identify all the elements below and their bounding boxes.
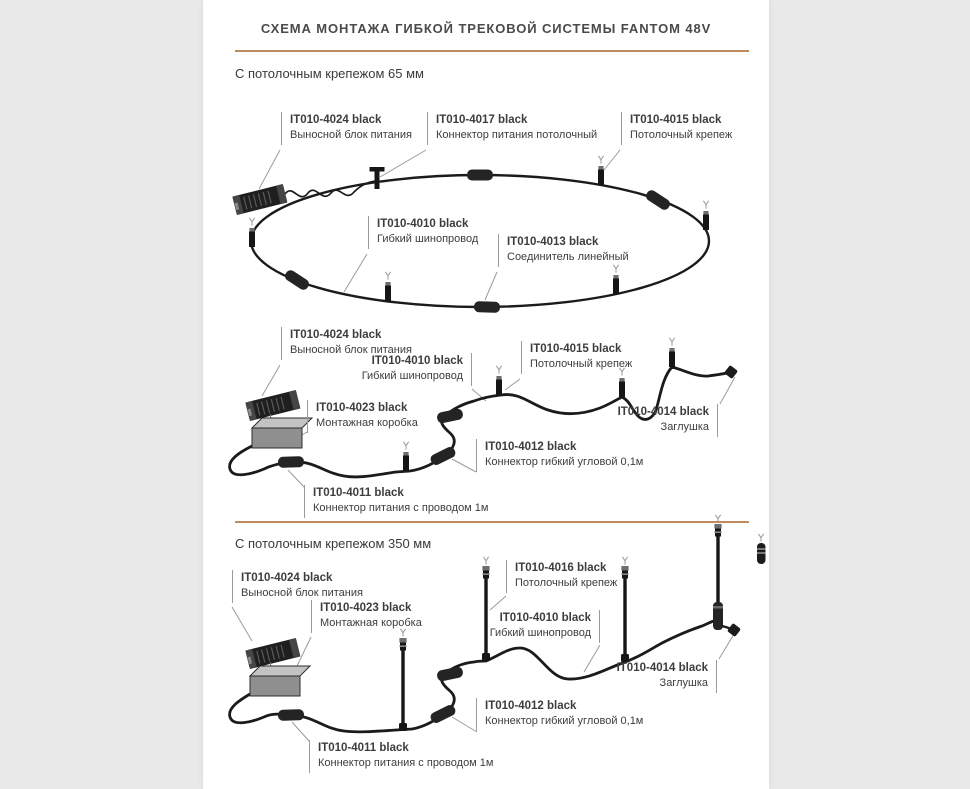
part-desc: Заглушка	[659, 677, 708, 690]
part-label-4011	[309, 740, 493, 773]
ceiling-mount-65-icon	[496, 366, 502, 395]
ceiling-mount-350-icon	[482, 557, 490, 661]
part-desc: Коннектор питания с проводом 1м	[318, 757, 494, 770]
part-desc: Выносной блок питания	[241, 587, 363, 600]
part-code: IT010-4014 black	[616, 662, 708, 674]
part-code: IT010-4010 black	[499, 612, 591, 624]
part-code: IT010-4016 black	[515, 562, 607, 574]
part-label-4023	[311, 600, 422, 633]
part-desc: Гибкий шинопровод	[489, 627, 591, 640]
part-desc: Потолочный крепеж	[530, 358, 633, 371]
part-label-4023	[307, 400, 418, 433]
ceiling-mount-350-icon	[621, 557, 629, 662]
ceiling-mount-350-icon	[713, 515, 723, 630]
part-code: IT010-4015 black	[530, 343, 622, 355]
ceiling-mount-65-icon	[703, 201, 709, 230]
ceiling-mount-350-icon	[399, 629, 407, 731]
part-desc: Коннектор гибкий угловой 0,1м	[485, 456, 644, 469]
part-code: IT010-4024 black	[290, 114, 382, 126]
part-code: IT010-4017 black	[436, 114, 528, 126]
part-desc: Коннектор питания с проводом 1м	[313, 502, 489, 515]
ceiling-mount-65-icon	[613, 265, 619, 294]
part-label-4013	[498, 234, 629, 267]
part-code: IT010-4015 black	[630, 114, 722, 126]
part-code: IT010-4023 black	[316, 402, 408, 414]
power-feed-connector-icon	[278, 456, 304, 468]
part-desc: Потолочный крепеж	[515, 577, 618, 590]
part-desc: Выносной блок питания	[290, 129, 412, 142]
part-code: IT010-4013 black	[507, 236, 599, 248]
part-label-4024	[281, 112, 412, 145]
part-code: IT010-4012 black	[485, 441, 577, 453]
ceiling-power-connector-icon	[370, 167, 385, 189]
part-label-4012	[476, 698, 643, 731]
section-heading-350mm: С потолочным крепежом 350 мм	[235, 536, 432, 551]
part-code: IT010-4024 black	[241, 572, 333, 584]
section-divider	[235, 50, 749, 52]
mounting-box-icon	[250, 666, 310, 696]
part-desc: Монтажная коробка	[320, 617, 422, 630]
endcap-icon	[727, 623, 741, 637]
mounting-box-icon	[252, 418, 312, 448]
power-feed-connector-icon	[278, 709, 304, 721]
power-supply-icon	[245, 638, 300, 669]
part-desc: Коннектор гибкий угловой 0,1м	[485, 715, 644, 728]
linear-connector-icon	[467, 170, 493, 181]
part-label-4015	[521, 341, 632, 374]
part-code: IT010-4010 black	[371, 355, 463, 367]
part-code: IT010-4010 black	[377, 218, 469, 230]
section-divider	[235, 521, 749, 523]
part-code: IT010-4012 black	[485, 700, 577, 712]
part-label-4014	[617, 660, 717, 693]
part-label-4024	[232, 570, 363, 603]
part-desc: Гибкий шинопровод	[361, 370, 463, 383]
part-desc: Соединитель линейный	[507, 251, 629, 264]
part-code: IT010-4023 black	[320, 602, 412, 614]
part-label-4015	[621, 112, 732, 145]
flex-corner-connector-icon	[429, 445, 457, 466]
part-label-4010	[490, 610, 600, 643]
linear-connector-icon	[283, 268, 311, 291]
section-heading-65mm: С потолочным крепежом 65 мм	[235, 66, 424, 81]
part-label-4011	[304, 485, 488, 518]
part-label-4014	[618, 404, 718, 437]
part-desc: Коннектор питания потолочный	[436, 129, 598, 142]
part-code: IT010-4011 black	[318, 742, 409, 754]
flex-corner-connector-icon	[429, 703, 457, 724]
part-code: IT010-4024 black	[290, 329, 382, 341]
part-desc: Заглушка	[660, 421, 709, 434]
part-desc: Монтажная коробка	[316, 417, 418, 430]
part-code: IT010-4014 black	[617, 406, 709, 418]
ceiling-mount-65-icon	[249, 218, 255, 247]
part-label-4016	[506, 560, 617, 593]
suspension-rod-cap-icon	[757, 534, 766, 564]
part-label-4010	[362, 353, 472, 386]
ceiling-mount-65-icon	[385, 272, 391, 301]
part-desc: Потолочный крепеж	[630, 129, 733, 142]
part-desc: Выносной блок питания	[290, 344, 412, 357]
part-desc: Гибкий шинопровод	[377, 233, 479, 246]
part-label-4012	[476, 439, 643, 472]
page-title: СХЕМА МОНТАЖА ГИБКОЙ ТРЕКОВОЙ СИСТЕМЫ FANTOM 48V	[260, 21, 712, 36]
endcap-icon	[724, 365, 738, 379]
linear-connector-icon	[644, 188, 672, 211]
linear-connector-icon	[474, 301, 500, 313]
ceiling-mount-65-icon	[403, 442, 409, 471]
ceiling-mount-65-icon	[598, 156, 604, 185]
part-label-4017	[427, 112, 597, 145]
part-code: IT010-4011 black	[313, 487, 404, 499]
power-supply-icon	[245, 390, 300, 421]
part-label-4010	[368, 216, 478, 249]
ceiling-mount-65-icon	[669, 338, 675, 367]
